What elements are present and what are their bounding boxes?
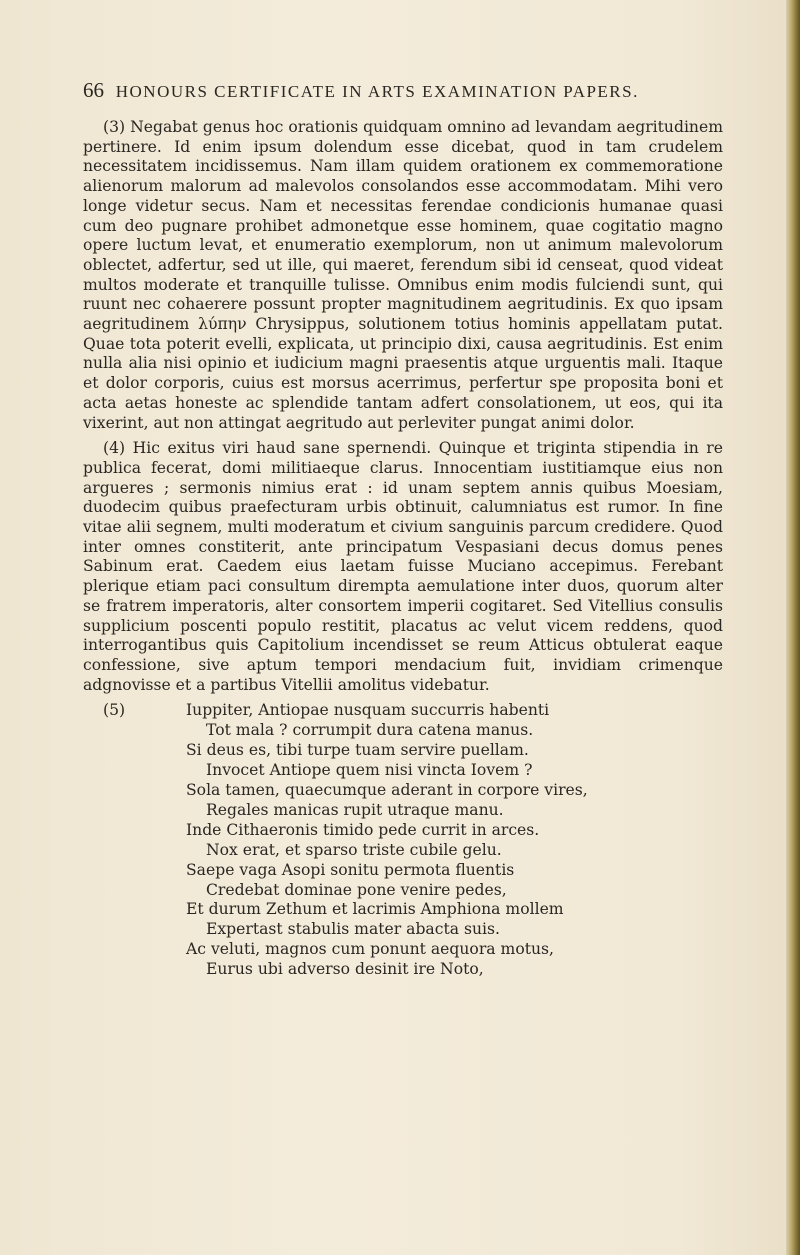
exam-text — [83, 118, 723, 980]
verse-line: Sola tamen, quaecumque aderant in corpore vires, — [186, 781, 588, 800]
passage-number: (5) — [103, 701, 126, 720]
running-title: HONOURS CERTIFICATE IN ARTS EXAMINATION PAPERS. — [115, 82, 639, 101]
passage-4 — [83, 439, 723, 695]
verse-line: Expertast stabulis mater abacta suis. — [206, 920, 500, 939]
verse-line: Invocet Antiope quem nisi vincta Iovem ? — [206, 761, 533, 780]
passage-text: Negabat genus hoc orationis quidquam omnino ad levandam aegritudinem pertinere. Id enim ipsum dolendum esse dicebat, quod in tam crudelem necessitatem incidissemus. Nam illam quidem orationem ex commemoratione alienorum malorum ad malevolos consolandos esse accommodatam. Mihi vero longe videtur secus. Nam et necessitas ferendae condicionis humanae quasi cum deo pugnare prohibet admonetque esse hominem, quae cogitatio magno opere luctum levat, et enumeratio exemplorum, non ut animum malevolorum oblectet, adfertur, sed ut ille, qui maeret, ferendum sibi id censeat, quod videat multos moderate et tranquille tulisse. Omnibus enim modis fulciendi sunt, qui ruunt nec cohaerere possunt propter magnitudinem aegritudinis. Ex quo ipsam aegritudinem λύπην Chrysippus, solutionem totius hominis appellatam putat. Quae tota poterit evelli, explicata, ut principio dixi, causa aegritudinis. Est enim nulla alia nisi opinio et iudicium magni praesentis atque urguentis mali. Itaque et dolor corporis, cuius est morsus acerrimus, perfertur spe proposita boni et acta aetas honeste ac splendide tantam adfert consolationem, ut eos, qui ita vixerint, aut non attingat aegritudo aut perleviter pungat animi dolor. — [83, 118, 723, 432]
page-number: 66 — [83, 78, 104, 102]
poem-5 — [83, 701, 723, 980]
running-head — [83, 78, 723, 103]
verse-line: Regales manicas rupit utraque manu. — [206, 800, 504, 819]
passage-number: (3) — [103, 118, 126, 136]
verse-line: Nox erat, et sparso triste cubile gelu. — [206, 840, 502, 859]
verse-line: Eurus ubi adverso desinit ire Noto, — [206, 960, 484, 979]
passage-3 — [83, 118, 723, 433]
verse-line: Ac veluti, magnos cum ponunt aequora motus, — [186, 940, 554, 959]
verse-line: Si deus es, tibi turpe tuam servire puellam. — [186, 741, 529, 760]
verse-line: Credebat dominae pone venire pedes, — [206, 880, 507, 899]
passage-text: Hic exitus viri haud sane spernendi. Quinque et triginta stipendia in re publica fecerat, domi militiaeque clarus. Innocentiam iustitiamque eius non argueres ; sermonis nimius erat : id unam septem annis quibus Moesiam, duodecim quibus praefecturam urbis obtinuit, calumniatus est rumor. In fine vitae alii segnem, multi moderatum et civium sanguinis parcum credidere. Quod inter omnes constiterit, ante principatum Vespasiani decus domus penes Sabinum erat. Caedem eius laetam fuisse Muciano accepimus. Ferebant plerique etiam paci consultum dirempta aemulatione inter duos, quorum alter se fratrem imperatoris, alter consortem imperii cogitaret. Sed Vitellius consulis supplicium poscenti populo restitit, placatus ac velut vicem reddens, quod interrogantibus quis Capitolium incendisset se reum Atticus obtulerat eaque confessione, sive aptum tempori mendacium fuit, invidiam crimenque adgnovisse et a partibus Vitellii amolitus videbatur. — [83, 439, 723, 694]
page-edge — [786, 0, 800, 1255]
verse-line: Et durum Zethum et lacrimis Amphiona mollem — [186, 900, 564, 919]
verse-line: Tot mala ? corrumpit dura catena manus. — [206, 721, 534, 740]
verse-line: Saepe vaga Asopi sonitu permota fluentis — [186, 860, 515, 879]
poem-lines — [186, 701, 723, 980]
passage-number: (4) — [103, 439, 126, 458]
verse-line: Inde Cithaeronis timido pede currit in arces. — [186, 820, 540, 839]
verse-line: Iuppiter, Antiopae nusquam succurris habenti — [186, 701, 550, 720]
